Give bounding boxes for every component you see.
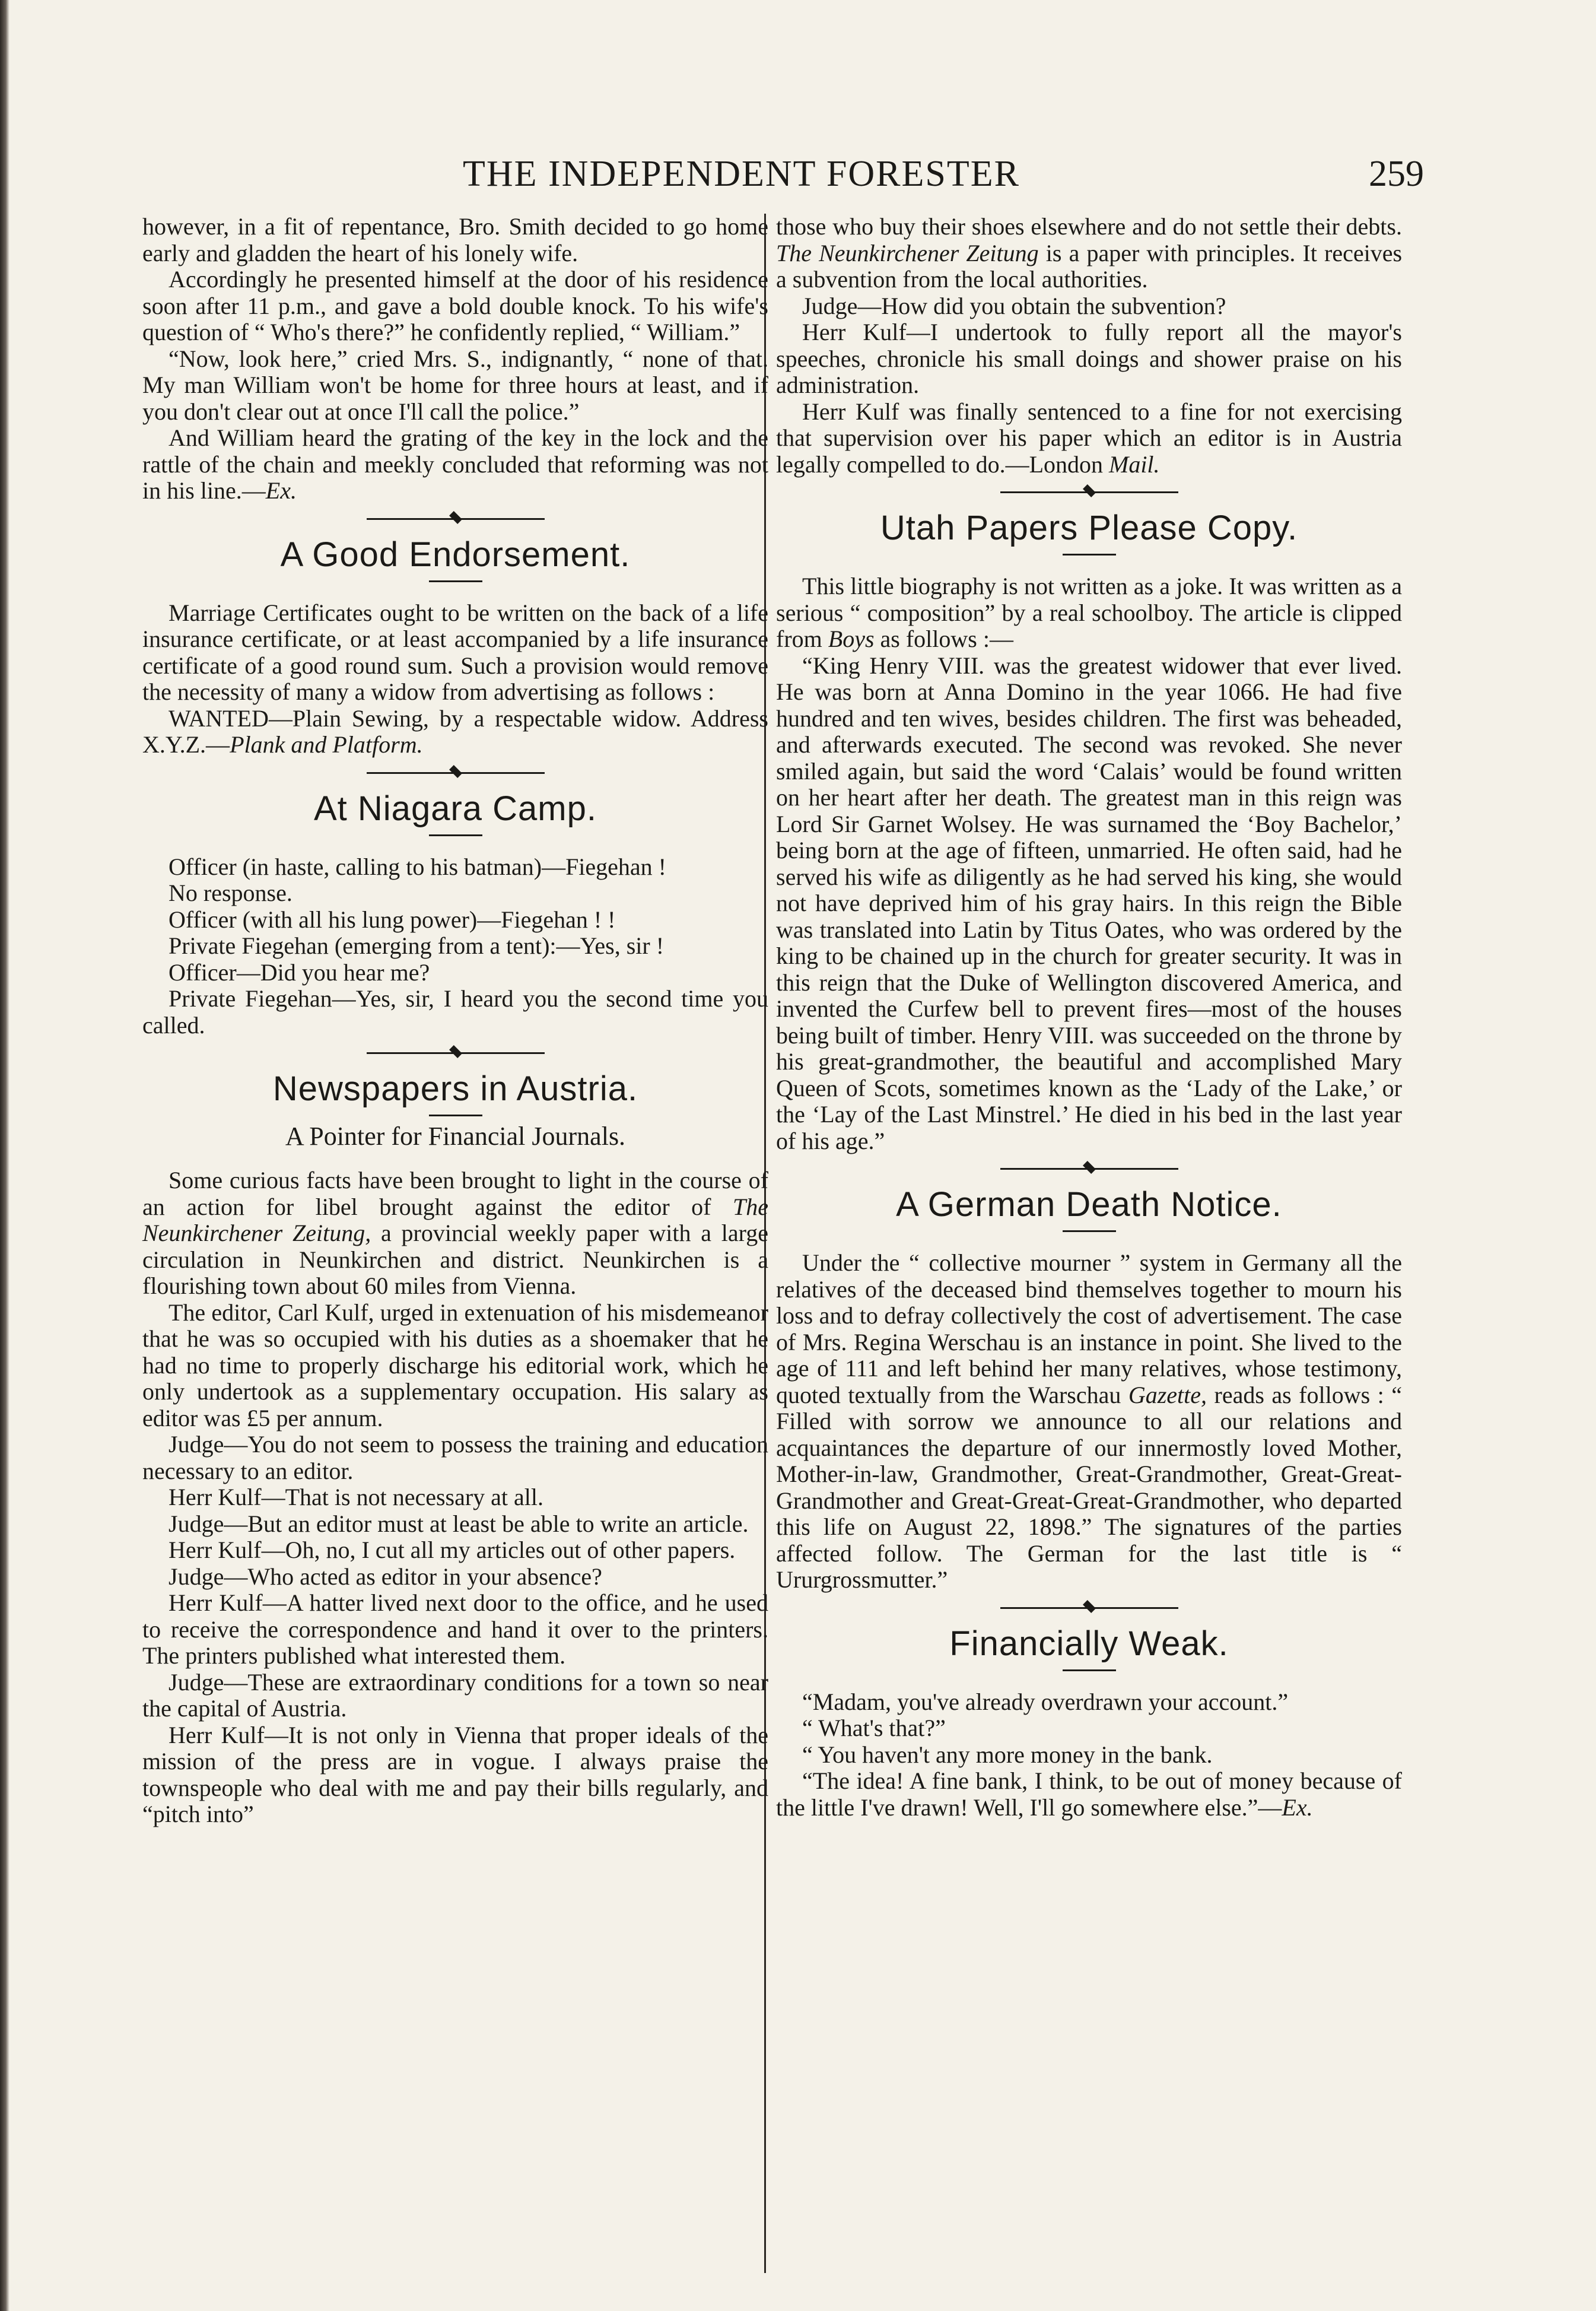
article-paragraph: WANTED—Plain Sewing, by a respectable widow. Address X.Y.Z.—Plank and Platform. xyxy=(142,704,768,758)
article-heading: At Niagara Camp. xyxy=(314,789,597,828)
source-credit: Mail. xyxy=(1109,450,1160,478)
heading-rule xyxy=(429,1115,482,1116)
dialogue-line: “ You haven't any more money in the bank. xyxy=(802,1741,1213,1768)
left-column xyxy=(142,214,768,1828)
dialogue-line: No response. xyxy=(168,880,293,906)
dialogue-line: Judge—But an editor must at least be able to write an article. xyxy=(168,1510,749,1537)
heading-rule xyxy=(429,580,482,582)
newspaper-name: The Neunkirchener Zeitung, xyxy=(142,1193,768,1246)
dialogue-line: Herr Kulf—A hatter lived next door to the office, and he used to receive the correspondence and hand it over to the printers. The printers published what interested them. xyxy=(142,1589,768,1669)
heading-rule xyxy=(429,834,482,836)
article-paragraph: “King Henry VIII. was the greatest widower that ever lived. He was born at Anna Domino in the year 1066. He had five hundred and ten wives, besides children. The first was beheaded, and afterwards executed. The second was revoked. She never smiled again, but said the word ‘Calais’ would be found written on her heart after her death. The greatest man in this reign was Lord Sir Garnet Wolsey. He was surnamed the ‘Boy Bachelor,’ being born at the age of fifteen, unmarried. He often said, had he served his wife as diligently as he had served his king, she would not have deprived him of his gray hairs. In this reign the Bible was translated into Latin by Titus Oates, who was ordered by the king to be chained up in the church for greater security. It was in this reign that the Duke of Wellington discovered America, and invented the Curfew bell to prevent fires—most of the houses being built of timber. Henry VIII. was succeeded on the throne by his great-grandmother, the beautiful and accomplished Mary Queen of Scots, sometimes known as the ‘Lady of the Lake,’ or the ‘Lay of the Last Minstrel.’ He died in his bed in the last year of his age.” xyxy=(776,652,1402,1154)
dialogue-line: Officer (with all his lung power)—Fiegehan ! ! xyxy=(168,906,616,933)
article-heading: A Good Endorsement. xyxy=(280,535,631,574)
running-title: THE INDEPENDENT FORESTER xyxy=(463,154,1020,194)
section-divider xyxy=(367,1041,545,1065)
section-divider xyxy=(1000,1596,1178,1620)
article-heading: A German Death Notice. xyxy=(896,1185,1282,1224)
dialogue-line: Judge—These are extraordinary conditions for a town so near the capital of Austria. xyxy=(142,1668,768,1722)
right-column xyxy=(776,214,1402,1821)
dialogue-line: Judge—You do not seem to possess the training and education necessary to an editor. xyxy=(142,1431,768,1484)
dialogue-line: “ What's that?” xyxy=(802,1715,946,1741)
dialogue-line: Herr Kulf—That is not necessary at all. xyxy=(168,1484,544,1510)
source-credit: Ex. xyxy=(265,477,297,504)
dialogue-line: Herr Kulf—Oh, no, I cut all my articles out of other papers. xyxy=(168,1537,736,1563)
article-paragraph: those who buy their shoes elsewhere and do not settle their debts. The Neunkirchener Zeitung is a paper with principles. It receives a subvention from the local authorities. xyxy=(776,213,1403,293)
dialogue-line: Judge—Who acted as editor in your absence? xyxy=(168,1563,602,1590)
section-divider xyxy=(1000,1157,1178,1180)
article-paragraph: “Now, look here,” cried Mrs. S., indignantly, “ none of that. My man William won't be home for three hours at least, and if you don't clear out at once I'll call the police.” xyxy=(142,345,768,425)
article-paragraph: Under the “ collective mourner ” system in Germany all the relatives of the deceased bind themselves together to mourn his loss and to defray collectively the cost of advertisement. The case of Mrs. Regina Werschau is an instance in point. She lived to the age of 111 and left behind her many relatives, whose testimony, quoted textually from the Warschau Gazette, reads as follows : “ Filled with sorrow we announce to all our relations and acquaintances the departure of our innermostly loved Mother, Mother-in-law, Grandmother, Great-Grandmother, Great-Great-Grandmother and Great-Great-Great-Grandmother, who departed this life on August 22, 1898.” The signatures of the parties affected follow. The German for the last title is “ Ururgrossmutter.” xyxy=(776,1249,1402,1593)
newspaper-name: The Neunkirchener Zeitung xyxy=(776,239,1039,266)
newspaper-name: Gazette, xyxy=(1128,1381,1207,1408)
dialogue-line: Officer—Did you hear me? xyxy=(168,958,430,986)
source-credit: Ex. xyxy=(1282,1793,1313,1821)
book-spine-shadow xyxy=(0,0,9,2311)
dialogue-line: Judge—How did you obtain the subvention? xyxy=(802,292,1226,319)
dialogue-line: Herr Kulf—It is not only in Vienna that proper ideals of the mission of the press are in vogue. I always praise the townspeople who deal with me and pay their bills regularly, and “pitch into” xyxy=(142,1721,768,1827)
article-paragraph: And William heard the grating of the key in the lock and the rattle of the chain and meekly concluded that reforming was not in his line.—Ex. xyxy=(142,424,768,504)
section-divider xyxy=(367,507,545,531)
dialogue-line: Herr Kulf—I undertook to fully report all the mayor's speeches, chronicle his small doings and shower praise on his administration. xyxy=(776,319,1402,398)
article-paragraph: Marriage Certificates ought to be written on the back of a life insurance certificate, or at least accompanied by a life insurance certificate of a good round sum. Such a provision would remove the necessity of many a widow from advertising as follows : xyxy=(142,599,768,705)
source-credit: Plank and Platform. xyxy=(230,731,423,758)
dialogue-line: “Madam, you've already overdrawn your account.” xyxy=(802,1688,1289,1715)
page-number: 259 xyxy=(1369,154,1424,194)
heading-rule xyxy=(1063,554,1116,555)
heading-rule xyxy=(1063,1669,1116,1671)
article-paragraph: Herr Kulf was finally sentenced to a fine for not exercising that supervision over his paper which an editor is in Austria legally compelled to do.—London Mail. xyxy=(776,398,1402,478)
article-heading: Financially Weak. xyxy=(949,1624,1229,1663)
heading-rule xyxy=(1063,1230,1116,1232)
article-subheading: A Pointer for Financial Journals. xyxy=(285,1122,626,1151)
section-divider xyxy=(367,761,545,785)
dialogue-line: Officer (in haste, calling to his batman)—Fiegehan ! xyxy=(168,853,667,880)
article-heading: Newspapers in Austria. xyxy=(272,1069,638,1108)
article-heading: Utah Papers Please Copy. xyxy=(880,509,1298,547)
source-credit: Boys xyxy=(828,626,875,652)
page-header xyxy=(463,153,1424,201)
article-paragraph: however, in a fit of repentance, Bro. Smith decided to go home early and gladden the heart of his lonely wife. xyxy=(142,213,768,266)
dialogue-line: Private Fiegehan (emerging from a tent):—Yes, sir ! xyxy=(168,932,665,959)
article-paragraph: Some curious facts have been brought to light in the course of an action for libel brought against the editor of The Neunkirchener Zeitung, a provincial weekly paper with a large circulation in Neunkirchen and district. Neunkirchen is a flourishing town about 60 miles from Vienna. xyxy=(142,1167,769,1299)
dialogue-line: “The idea! A fine bank, I think, to be out of money because of the little I've drawn! Well, I'll go somewhere else.”—Ex. xyxy=(776,1767,1402,1821)
section-divider xyxy=(1000,480,1178,504)
article-paragraph: This little biography is not written as a joke. It was written as a serious “ composition” by a real schoolboy. The article is clipped from Boys as follows :— xyxy=(776,573,1402,652)
article-paragraph: Accordingly he presented himself at the door of his residence soon after 11 p.m., and gave a bold double knock. To his wife's question of “ Who's there?” he confidently replied, “ William.” xyxy=(142,266,768,345)
article-paragraph: The editor, Carl Kulf, urged in extenuation of his misdemeanor that he was so occupied with his duties as a shoemaker that he had no time to properly discharge his editorial work, which he only undertook as a supplementary occupation. His salary as editor was £5 per annum. xyxy=(142,1299,768,1431)
dialogue-line: Private Fiegehan—Yes, sir, I heard you the second time you called. xyxy=(142,985,768,1039)
